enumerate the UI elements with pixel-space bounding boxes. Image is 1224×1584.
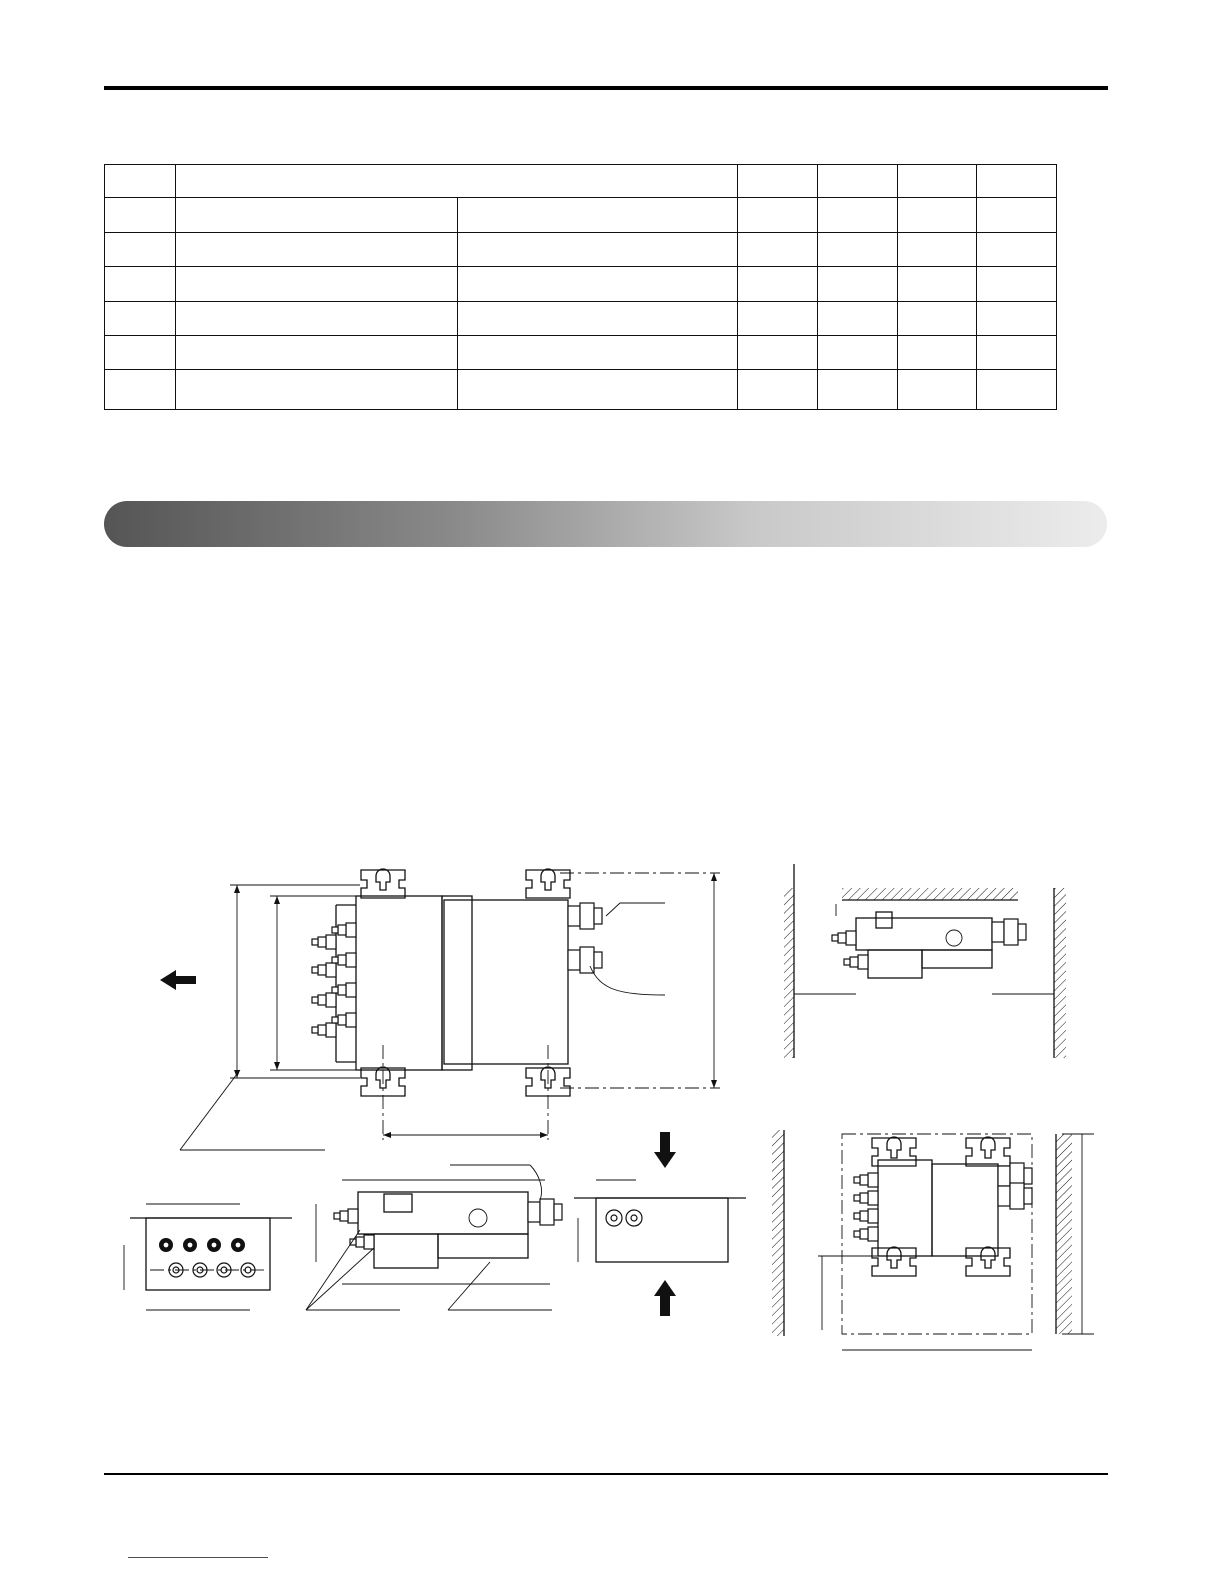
top-view-drawing [160, 202, 720, 1150]
footer-link-underline[interactable] [128, 1557, 268, 1558]
front-view-middle [306, 1165, 562, 1310]
arrow-up-icon [654, 1280, 676, 1316]
ceiling-installation-view [784, 864, 1066, 1058]
arrow-down-icon [654, 1132, 676, 1168]
arrow-left-icon [160, 202, 196, 990]
side-view [574, 1132, 746, 1316]
plan-installation-view [772, 1130, 1094, 1350]
footer-rule [104, 1473, 1108, 1475]
front-view-left [124, 1204, 292, 1310]
